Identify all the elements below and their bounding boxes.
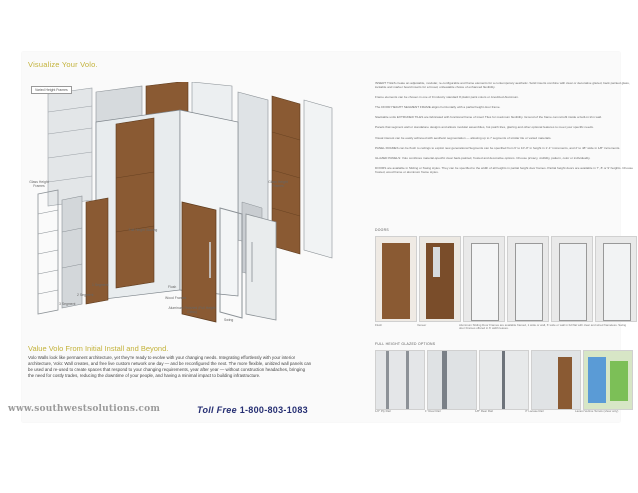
door-thumb-aluminum-3 [551, 236, 593, 322]
product-description [375, 81, 633, 180]
label-flush: Flush [168, 285, 177, 289]
door-caption-aluminum: Aluminum Sliding Door Frames are available framed, 1 wide or wall, 6' wide or wall in full flat with clear and wired frameless. Swing door Frames offered in 6' width leaves. [459, 323, 627, 331]
doors-section-label: DOORS [375, 228, 389, 232]
paragraph-extruded-tiles: Stackable units EXTRUDED TILES are fabricated with functional frame of insert Tiles for maximum flexibility. Ground of the frame can retrofit inside a built-in trim wall. [375, 115, 602, 120]
value-section-body: Volo Walls look like permanent architecture, yet they're ready to evolve with your changing needs. Integrating effortlessly with your interior architecture, Volo: Wall creates, and free live custom network one day — and be reconfigured the next. The more flexible, unitized wall panels can be used and re-used to create spaces that respond to your changing requirements, year after year — without construction headaches, bringing the need for costly trades, reducing the downtime of your people, and having a minimal impact to building infrastructure. [28, 355, 312, 378]
value-section-title: Value Volo From Initial Install and Beyond. [28, 344, 169, 353]
paragraph-frame-colors: Frame elements can be chosen in one of 9 industry standard 8 platini paint colors or Anodized Aluminum. [375, 95, 519, 100]
label-3-segment: 3 Segment [59, 302, 76, 306]
glazing-thumb-2 [427, 350, 477, 410]
paragraph-door-height: The DOOR HEIGHT SEGMENT FRAME aligns horizontally with a partial height door frame. [375, 105, 501, 110]
glazing-caption-1: 1/2" Ply Rail [375, 409, 391, 413]
paragraph-panels: Panels that segment wall or standalone designs and allows modular assemblies, hot patch tiles, glazing and other optional features to meet your specific needs. [375, 125, 594, 130]
toll-free-phone[interactable] [197, 405, 308, 415]
label-glass-height-frames-right: Glass Height Frames [268, 180, 288, 188]
glazing-caption-4: 3" Lacase Rail [525, 409, 544, 413]
label-swing: Swing [224, 318, 234, 322]
glazing-thumb-3 [479, 350, 529, 410]
room-enclosure [96, 110, 238, 300]
glazing-thumb-4 [531, 350, 581, 410]
paragraph-insert-tiles: INSERT TILES create an adjustable, modular, re-configurable and frame elements for a contemporary aesthetic. Solid inserts combine with clear or decorative glazed, back painted glass, lockable and marker board inserts for a broad, unbeatable choice of enhanced flexibility. [375, 81, 630, 90]
glazing-caption-5: Lacast Vertine Terrels (show only) [575, 409, 619, 413]
left-ladder-frames [38, 190, 108, 314]
label-glass-height-frames-left: Glass Height Frames [29, 180, 49, 188]
toll-free-label: Toll Free [197, 405, 237, 415]
website-link[interactable]: www.southwestsolutions.com [8, 404, 161, 414]
door-thumb-aluminum-2 [507, 236, 549, 322]
glazing-thumbnails [375, 350, 633, 410]
page-title: Visualize Your Volo. [28, 60, 98, 69]
phone-number: 1-800-803-1083 [239, 405, 308, 415]
door-caption-veneer: Veneer [417, 323, 427, 327]
door-thumb-aluminum-4 [595, 236, 637, 322]
doors-thumbnails [375, 236, 637, 322]
glazing-section-label: FULL HEIGHT GLAZED OPTIONS [375, 342, 436, 346]
door-thumb-veneer [419, 236, 461, 322]
glazing-caption-2: 1" Rear Rail [425, 409, 441, 413]
paragraph-doors: DOORS are available in Sliding or Swing styles. They can be specified to the width of all heights in partial height door frames. Partial height doors are available in 7', 8' or 9' heights. Choose frosted, wood frame or aluminum frame styles. [375, 165, 633, 174]
door-caption-flush: Flush [375, 323, 383, 327]
label-aluminum-finished: Aluminum Finished (Full Height Glass) [168, 306, 216, 314]
label-varied-height-frames: Varied Height Frames [31, 86, 72, 94]
paragraph-visual-interest: Visual interest can be easily achieved with aesthetic segmentation — allowing up to 7 segments of similar tile or varied materials. [375, 135, 552, 140]
label-2-segment: 2 Segment [77, 293, 94, 297]
paragraph-glazed-panels: GLAZED PANELS: Volo combines material-specific clear back-painted, frosted and decorative options. Choose privacy, visibility, pattern, color or individuality. [375, 155, 591, 160]
glazing-thumb-1 [375, 350, 425, 410]
glazing-thumb-5 [583, 350, 633, 410]
label-1-segment: 1 Segment [92, 283, 109, 287]
door-thumb-aluminum-1 [463, 236, 505, 322]
label-full-height-glazing: Full Height Glazing [128, 228, 158, 232]
paragraph-panel-frames: PANEL FRAMES can be flush to ceilings to exploit new generational Segments can be specified from 6' to 10'-0" in height in 1'-1" increments, and 2' to 48" wide in 1/8" increments. [375, 145, 621, 150]
glazing-caption-3: 1/8" Rear Rail [475, 409, 493, 413]
back-left-panel [48, 88, 92, 206]
door-thumb-flush [375, 236, 417, 322]
label-wood-frames: Wood Frames [165, 296, 187, 300]
